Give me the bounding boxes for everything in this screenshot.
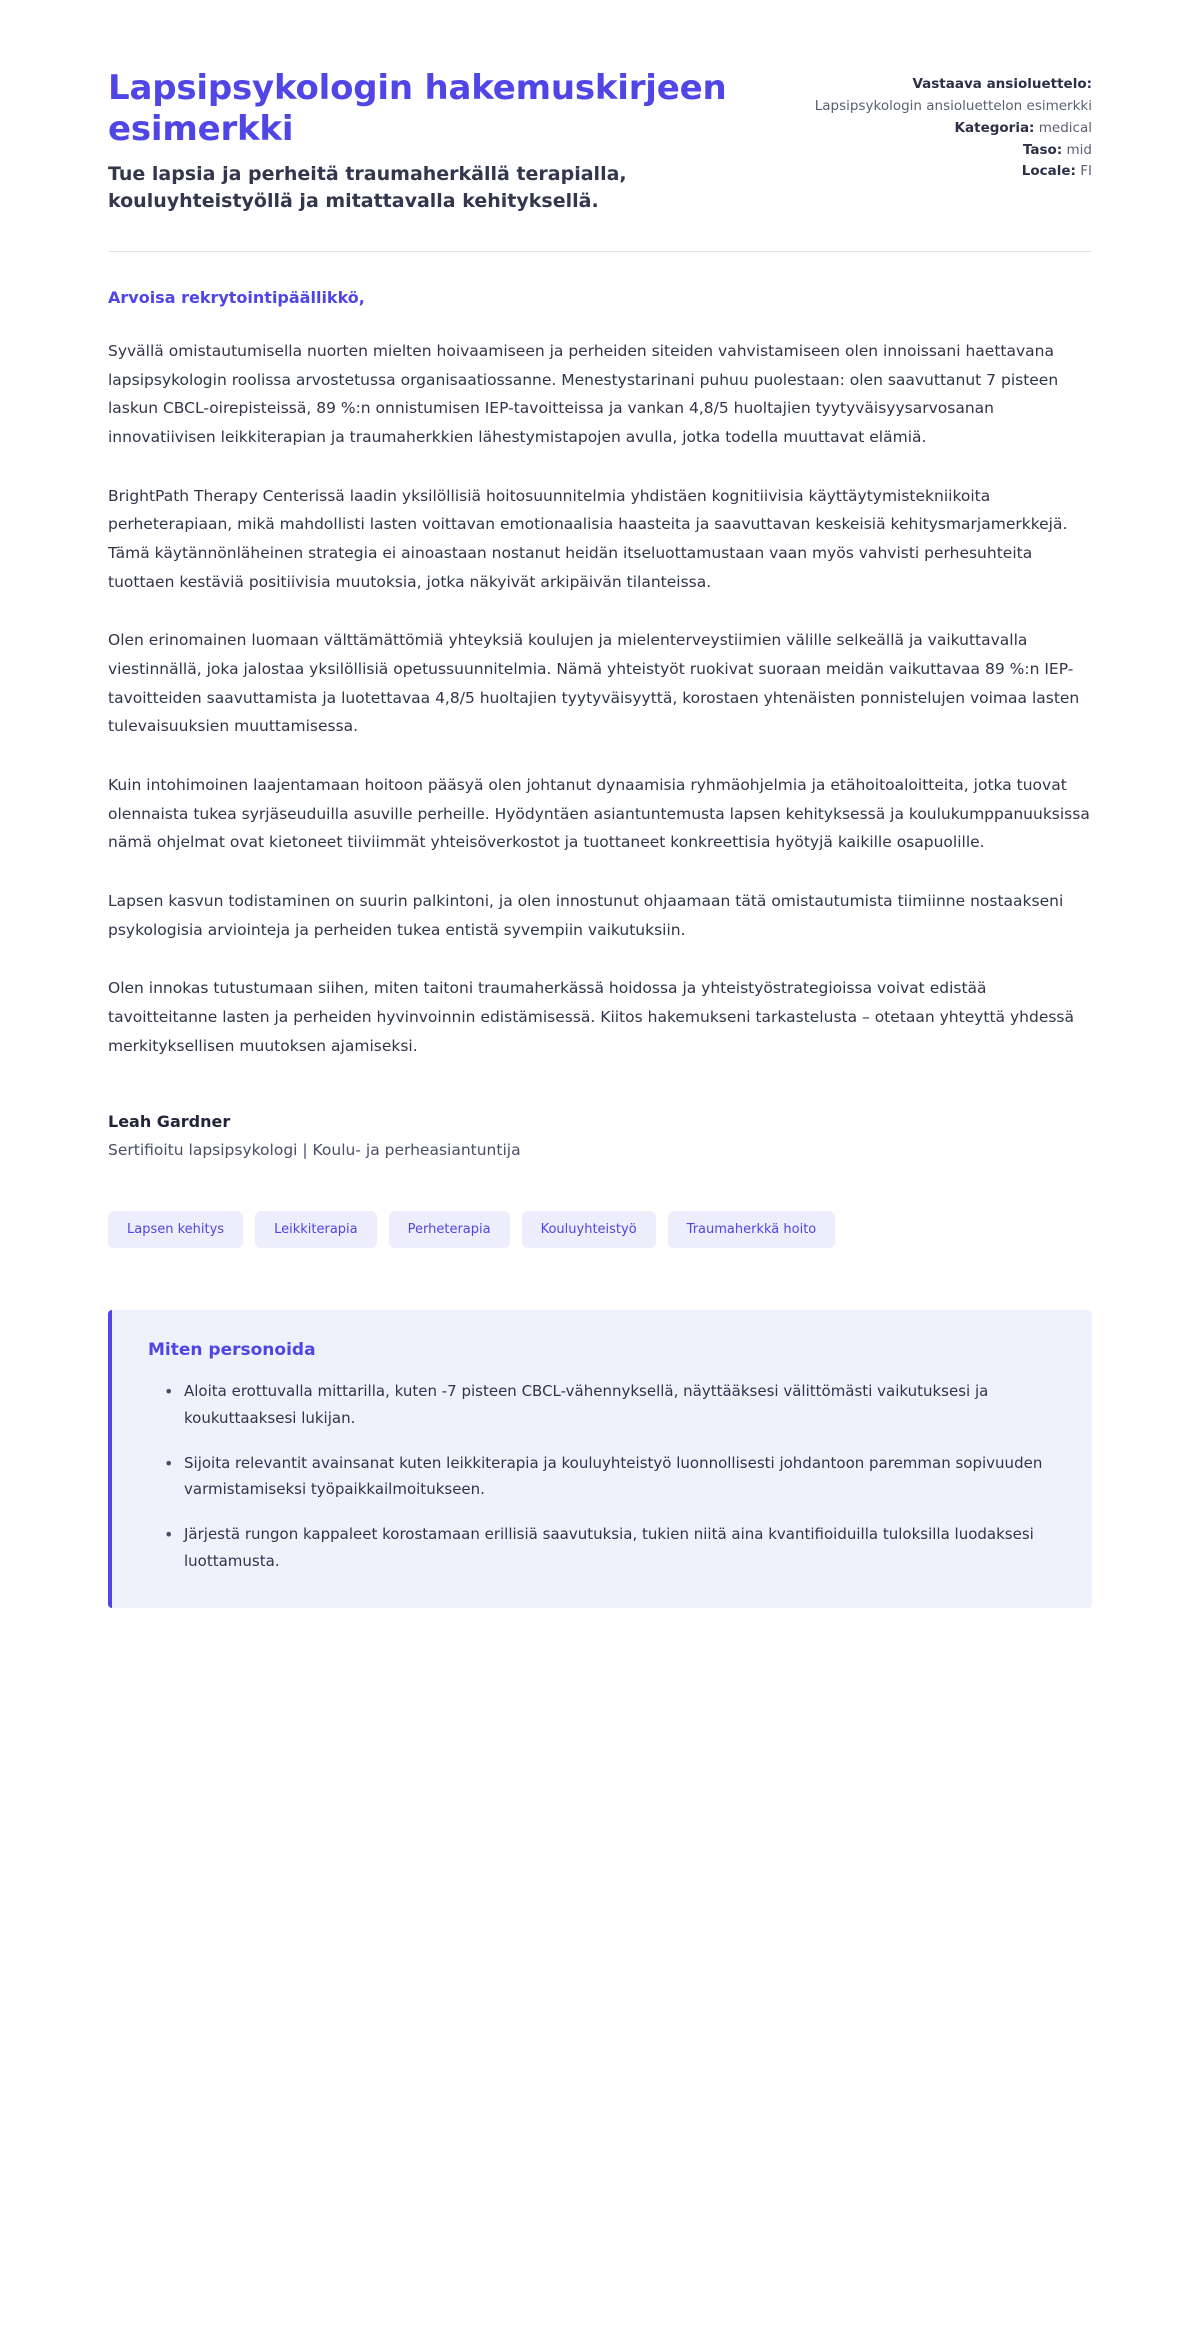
meta-category: [815, 118, 1092, 140]
document-header: [108, 60, 1092, 215]
meta-category-value: medical: [1038, 119, 1092, 136]
document-metadata: [815, 68, 1092, 183]
meta-related-resume-value: Lapsipsykologin ansioluettelon esimerkki: [814, 97, 1092, 114]
page-subtitle: Tue lapsia ja perheitä traumaherkällä terapialla, kouluyhteistyöllä ja mitattavalla kehityksellä.: [108, 162, 627, 212]
tag-item[interactable]: Perheterapia: [389, 1211, 510, 1248]
meta-category-label: Kategoria:: [954, 119, 1035, 136]
letter-paragraph: Lapsen kasvun todistaminen on suurin palkintoni, ja olen innostunut ohjaamaan tätä omistautumista tiimiinne nostaakseni psykologisia arviointeja ja perheiden tukea entistä syvempiin vaikutuksiin.: [108, 891, 1064, 939]
signature-name: Leah Gardner: [108, 1112, 231, 1132]
meta-locale-label: Locale:: [1021, 163, 1076, 180]
tag-item[interactable]: Lapsen kehitys: [108, 1211, 243, 1248]
personalization-tips-callout: [108, 1310, 1092, 1608]
letter-paragraph: Olen innokas tutustumaan siihen, miten taitoni traumaherkässä hoidossa ja yhteistyöstrategioissa voivat edistää tavoitteitanne lasten ja perheiden hyvinvoinnin edistämisessä. Kiitos hakemukseni tarkastelusta – otetaan yhteyttä yhdessä merkityksellisen muutoksen ajamiseksi.: [108, 979, 1075, 1055]
meta-locale: [815, 161, 1092, 183]
page-title: Lapsipsykologin hakemuskirjeen esimerkki: [108, 68, 727, 150]
meta-locale-value: FI: [1080, 163, 1092, 180]
letter-paragraph: Olen erinomainen luomaan välttämättömiä yhteyksiä koulujen ja mielenterveystiimien välille selkeällä ja vaikuttavalla viestinnällä, joka jalostaa yksilöllisiä opetussuunnitelmia. Nämä yhteistyöt ruokivat suoraan meidän vaikuttavaa 89 %:n IEP-tavoitteiden saavuttamista ja luotettavaa 4,8/5 huoltajien tyytyväisyyttä, korostaen yhtenäisten ponnistelujen voimaa lasten tulevaisuuksien muuttamisessa.: [108, 631, 1080, 736]
callout-tip-item: • Aloita erottuvalla mittarilla, kuten -7 pisteen CBCL-vähennyksellä, näyttääksesi välittömästi vaikutuksesi ja koukuttaaksesi lukijan.: [170, 1378, 1056, 1431]
meta-related-resume: [815, 74, 1092, 118]
tag-list: [108, 1211, 1092, 1248]
callout-title: Miten personoida: [148, 1340, 316, 1361]
letter-paragraph: Syvällä omistautumisella nuorten mielten hoivaamiseen ja perheiden siteiden vahvistamiseen olen innoissani haettavana lapsipsykologin roolissa arvostetussa organisaatiossanne. Menestystarinani puhuu puolestaan: olen saavuttanut 7 pisteen laskun CBCL-oirepisteissä, 89 %:n onnistumisen IEP-tavoitteissa ja vankan 4,8/5 huoltajien tyytyväisyysarvosanan innovatiivisen leikkiterapian ja traumaherkkien lähestymistapojen avulla, jotka todella muuttavat elämiä.: [108, 341, 1059, 446]
cover-letter-body: [108, 252, 1092, 1060]
letter-salutation: Arvoisa rekrytointipäällikkö,: [108, 287, 365, 307]
letter-paragraph: Kuin intohimoinen laajentamaan hoitoon pääsyä olen johtanut dynaamisia ryhmäohjelmia ja etähoitoaloitteita, jotka tuovat olennaista tukea syrjäseuduilla asuville perheille. Hyödyntäen asiantuntemusta lapsen kehityksessä ja koulukumppanuuksissa nämä ohjelmat ovat kietoneet tiiviimmät yhteisöverkostot ja tuottaneet konkreettisia hyötyjä kaikille osapuolille.: [108, 775, 1090, 852]
tag-item[interactable]: Kouluyhteistyö: [522, 1211, 656, 1248]
meta-level-label: Taso:: [1022, 141, 1063, 158]
callout-tip-list: [148, 1378, 1056, 1574]
meta-related-resume-label: Vastaava ansioluettelo:: [912, 76, 1092, 92]
signature-block: [108, 1112, 1092, 1159]
tag-item[interactable]: Traumaherkkä hoito: [668, 1211, 836, 1248]
tag-item[interactable]: Leikkiterapia: [255, 1211, 377, 1248]
meta-level: [815, 140, 1092, 162]
meta-level-value: mid: [1066, 141, 1092, 158]
header-title-block: [108, 68, 768, 215]
letter-paragraph: BrightPath Therapy Centerissä laadin yksilöllisiä hoitosuunnitelmia yhdistäen kognitiivisia käyttäytymistekniikoita perheterapiaan, mikä mahdollisti lasten voittavan emotionaalisia haasteita ja saavuttavan keskeisiä kehitysmarjamerkkejä. Tämä käytännönläheinen strategia ei ainoastaan nostanut heidän itseluottamustaan vaan myös vahvisti perhesuhteita tuottaen kestäviä positiivisia muutoksia, jotka näkyivät arkipäivän tilanteissa.: [108, 486, 1068, 591]
callout-tip-item: • Sijoita relevantit avainsanat kuten leikkiterapia ja kouluyhteistyö luonnollisesti johdantoon paremman sopivuuden varmistamiseksi työpaikkailmoitukseen.: [170, 1450, 1056, 1503]
signature-role: Sertifioitu lapsipsykologi | Koulu- ja perheasiantuntija: [108, 1141, 521, 1160]
callout-tip-item: • Järjestä rungon kappaleet korostamaan erillisiä saavutuksia, tukien niitä aina kvantifioiduilla tuloksilla luodaksesi luottamusta.: [170, 1521, 1056, 1574]
